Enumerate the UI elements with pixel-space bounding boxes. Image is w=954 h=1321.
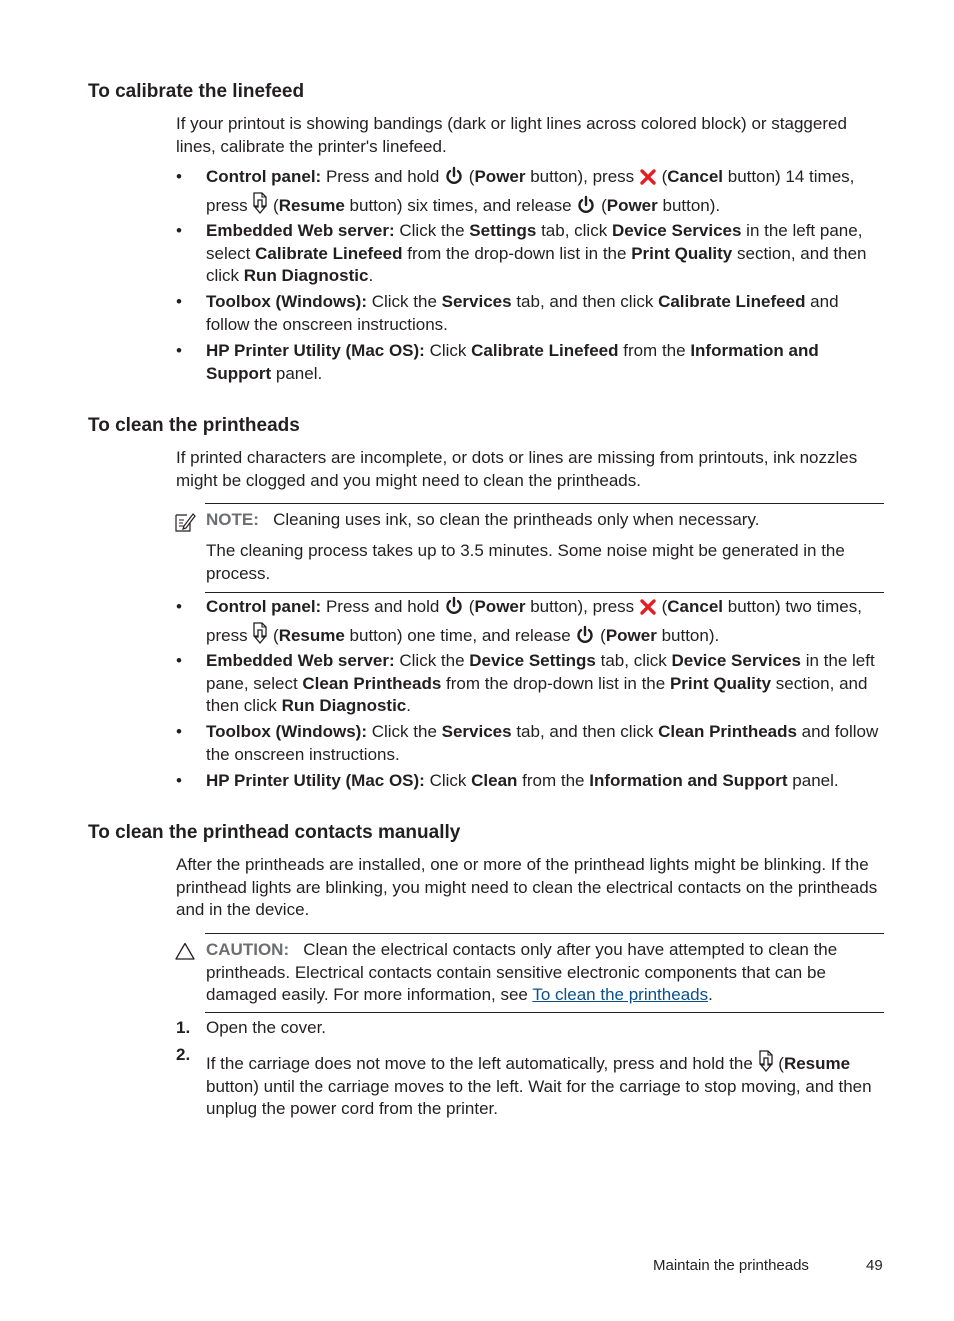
resume-icon — [758, 1049, 774, 1073]
heading-calibrate-linefeed: To calibrate the linefeed — [88, 81, 305, 102]
bullet: • — [176, 771, 182, 790]
bullet: • — [176, 167, 182, 186]
calibrate-control-panel-item: Control panel: Press and hold (Power button), press (Cancel button) 14 times, press (Resume button) six times, and release (Power button). — [206, 167, 855, 215]
caution-top-rule — [205, 933, 884, 934]
bullet: • — [176, 597, 182, 616]
power-icon — [444, 596, 464, 616]
step-open-cover: Open the cover. — [206, 1018, 327, 1037]
note-bottom-rule — [205, 592, 884, 593]
calibrate-ews-item: Embedded Web server: Click the Settings tab, click Device Services in the left pane, select Calibrate Linefeed from the drop-down list in the Print Quality section, and then click Run Diagnostic. — [206, 221, 867, 285]
step-resume-carriage: If the carriage does not move to the left automatically, press and hold the (Resume button) until the carriage moves to the left. Wait for the carriage to stop moving, and then unplug the power cord from the printer. — [206, 1049, 886, 1121]
cancel-icon — [639, 598, 657, 616]
contacts-intro: After the printheads are installed, one or more of the printhead lights might be blinking. If the printhead lights are blinking, you might need to clean the electrical contacts on the printheads and in the device. — [176, 855, 878, 919]
bullet: • — [176, 221, 182, 240]
cancel-icon — [639, 168, 657, 186]
footer-section-title: Maintain the printheads — [653, 1257, 809, 1274]
note-label: NOTE: — [206, 510, 259, 529]
calibrate-intro: If your printout is showing bandings (dark or light lines across colored block) or staggered lines, calibrate the printer's linefeed. — [176, 114, 847, 156]
step-number: 2. — [176, 1045, 191, 1064]
note-icon — [174, 511, 196, 533]
bullet: • — [176, 722, 182, 741]
printheads-mac-utility-item: HP Printer Utility (Mac OS): Click Clean from the Information and Support panel. — [206, 771, 839, 790]
bullet: • — [176, 651, 182, 670]
bullet: • — [176, 341, 182, 360]
link-clean-printheads[interactable]: To clean the printheads — [532, 985, 709, 1004]
step-number: 1. — [176, 1018, 191, 1037]
power-icon — [575, 625, 595, 645]
calibrate-mac-utility-item: HP Printer Utility (Mac OS): Click Calibrate Linefeed from the Information and Support panel. — [206, 341, 819, 383]
printheads-toolbox-item: Toolbox (Windows): Click the Services tab, and then click Clean Printheads and follow the onscreen instructions. — [206, 722, 879, 764]
caution-bottom-rule — [205, 1012, 884, 1013]
printheads-intro: If printed characters are incomplete, or dots or lines are missing from printouts, ink nozzles might be clogged and you might need to clean the printheads. — [176, 448, 858, 490]
caution-text: CAUTION: Clean the electrical contacts only after you have attempted to clean the printheads. Electrical contacts contain sensitive electronic components that can be damaged easily. For more information, see To clean the printheads. — [206, 940, 838, 1004]
power-icon — [576, 195, 596, 215]
caution-icon — [175, 942, 195, 960]
note-line-2: The cleaning process takes up to 3.5 minutes. Some noise might be generated in the process. — [206, 541, 845, 583]
heading-clean-contacts: To clean the printhead contacts manually — [88, 822, 461, 843]
caution-label: CAUTION: — [206, 940, 290, 959]
power-icon — [444, 166, 464, 186]
printheads-control-panel-item: Control panel: Press and hold (Power button), press (Cancel button) two times, press (Resume button) one time, and release (Power button). — [206, 597, 862, 645]
resume-icon — [252, 191, 268, 215]
bullet: • — [176, 292, 182, 311]
page-number: 49 — [866, 1257, 883, 1274]
note-line: NOTE: Cleaning uses ink, so clean the printheads only when necessary. — [206, 510, 760, 529]
note-top-rule — [205, 503, 884, 504]
heading-clean-printheads: To clean the printheads — [88, 415, 300, 436]
resume-icon — [252, 621, 268, 645]
calibrate-toolbox-item: Toolbox (Windows): Click the Services tab, and then click Calibrate Linefeed and follow the onscreen instructions. — [206, 292, 839, 334]
printheads-ews-item: Embedded Web server: Click the Device Settings tab, click Device Services in the left pane, select Clean Printheads from the drop-down list in the Print Quality section, and then click Run Diagnostic. — [206, 651, 875, 715]
